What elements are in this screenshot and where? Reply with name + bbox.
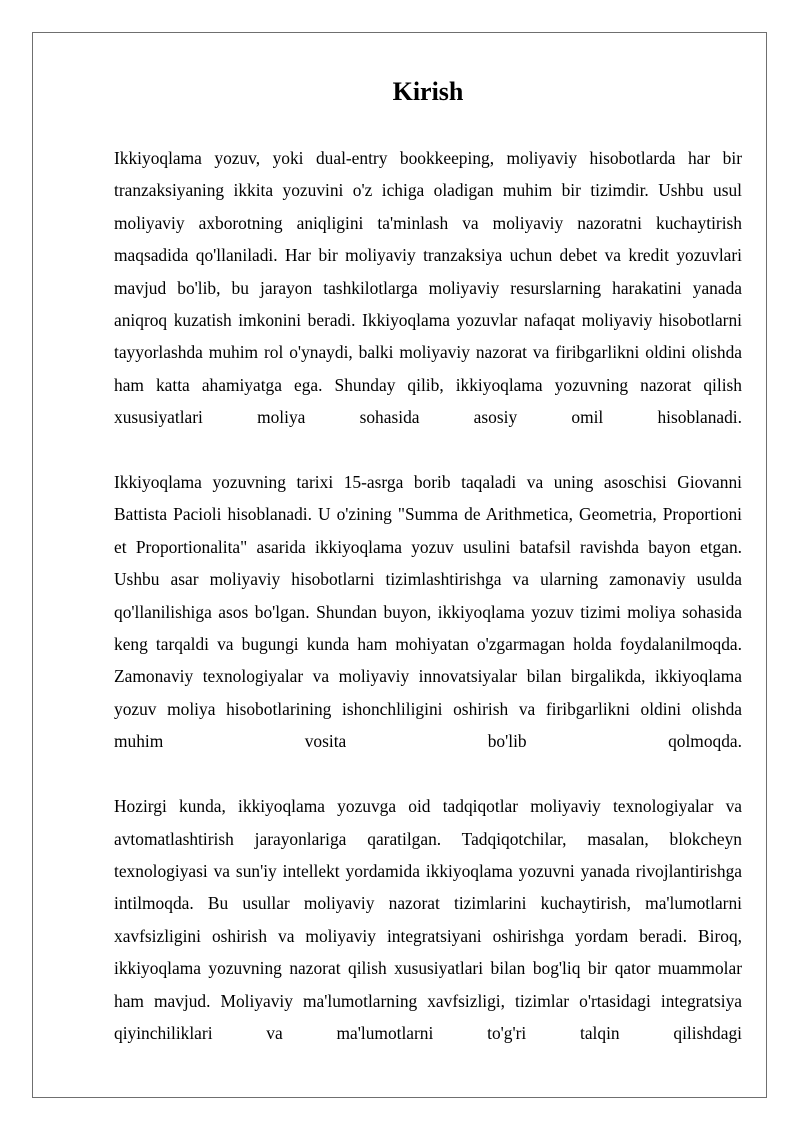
paragraph-2: Ikkiyoqlama yozuvning tarixi 15-asrga borib taqaladi va uning asoschisi Giovanni Battista Pacioli hisoblanadi. U o'zining "Summa de Arithmetica, Geometria, Proportioni et Proportionalita" asarida ikkiyoqlama yozuv usulini batafsil ravishda bayon etgan. Ushbu asar moliyaviy hisobotlarni tizimlashtirishga va ularning zamonaviy usulda qo'llanilishiga asos bo'lgan. Shundan buyon, ikkiyoqlama yozuv tizimi moliya sohasida keng tarqaldi va bugungi kunda ham mohiyatan o'zgarmagan holda foydalanilmoqda. Zamonaviy texnologiyalar va moliyaviy innovatsiyalar bilan birgalikda, ikkiyoqlama yozuv moliya hisobotlarining ishonchliligini oshirish va firibgarlikni oldini olishda muhim vosita bo'lib qolmoqda. <box>114 472 742 752</box>
paragraph-3: Hozirgi kunda, ikkiyoqlama yozuvga oid tadqiqotlar moliyaviy texnologiyalar va avtomatlashtirish jarayonlariga qaratilgan. Tadqiqotchilar, masalan, blokcheyn texnologiyasi va sun'iy intellekt yordamida ikkiyoqlama yozuvni yanada rivojlantirishga intilmoqda. Bu usullar moliyaviy nazorat tizimlarini kuchaytirish, ma'lumotlarni xavfsizligini oshirish va moliyaviy integratsiyani oshirishga yordam beradi. Biroq, ikkiyoqlama yozuvning nazorat qilish xususiyatlari bilan bog'liq bir qator muammolar ham mavjud. Moliyaviy ma'lumotlarning xavfsizligi, tizimlar o'rtasidagi integratsiya qiyinchiliklari va ma'lumotlarni to'g'ri talqin qilishdagi <box>114 796 742 1043</box>
document-body <box>114 142 742 1049</box>
paragraph-1: Ikkiyoqlama yozuv, yoki dual-entry bookkeeping, moliyaviy hisobotlarda har bir tranzaksiyaning ikkita yozuvini o'z ichiga oladigan muhim bir tizimdir. Ushbu usul moliyaviy axborotning aniqligini ta'minlash va moliyaviy nazoratni kuchaytirish maqsadida qo'llaniladi. Har bir moliyaviy tranzaksiya uchun debet va kredit yozuvlari mavjud bo'lib, bu jarayon tashkilotlarga moliyaviy resurslarning harakatini yanada aniqroq kuzatish imkonini beradi. Ikkiyoqlama yozuvlar nafaqat moliyaviy hisobotlarni tayyorlashda muhim rol o'ynaydi, balki moliyaviy nazorat va firibgarlikni oldini olishda ham katta ahamiyatga ega. Shunday qilib, ikkiyoqlama yozuvning nazorat qilish xususiyatlari moliya sohasida asosiy omil hisoblanadi. <box>114 148 742 428</box>
document-title: Kirish <box>392 77 464 106</box>
